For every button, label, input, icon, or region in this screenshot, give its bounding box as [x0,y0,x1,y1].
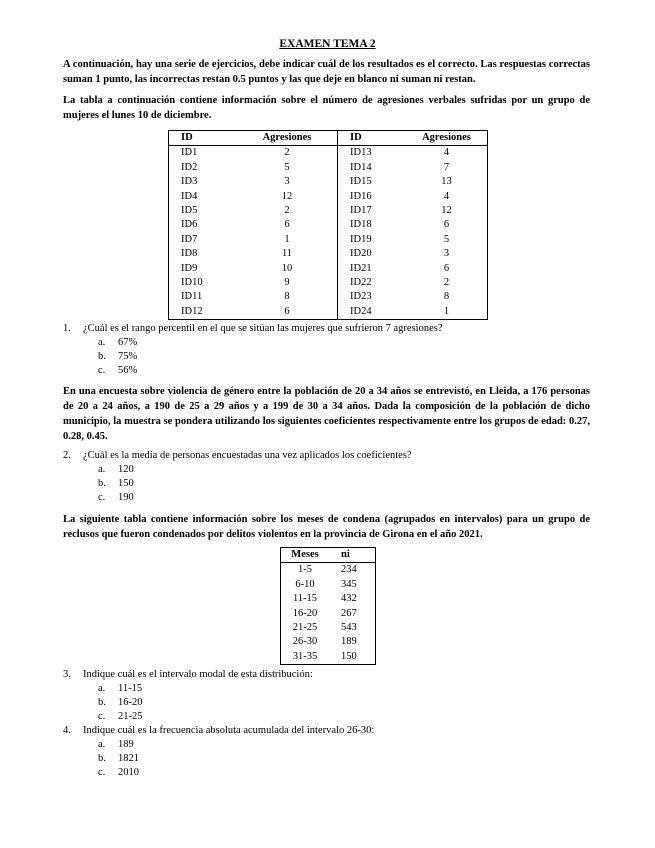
id-cell: ID3 [181,176,198,188]
question-number: 4. [63,725,71,736]
id-cell: ID12 [181,305,203,317]
table-row [281,635,376,649]
aggressions-cell: 2 [284,147,290,159]
answer-option [98,491,134,505]
exam-title: EXAMEN TEMA 2 [279,38,376,50]
option-value: 56% [118,365,138,376]
aggressions-table-body [169,146,488,320]
table-row [281,621,376,635]
option-letter: c. [98,767,106,778]
sentence-months-table-body [281,563,376,665]
id-cell: ID13 [338,146,407,161]
table-header-row [169,131,488,146]
table-row [281,607,376,621]
option-value: 16-20 [118,697,143,708]
ni-cell: 432 [341,593,357,605]
sentence-months-table [280,547,376,665]
table-row [169,276,488,290]
aggressions-cell: 1 [443,305,450,317]
question-4 [63,724,374,738]
header-id: ID [338,131,407,146]
intro-paragraph: A continuación, hay una serie de ejercicios, debe indicar cuál de los resultados es el correcto. Las respuestas correctas suman 1 punto, las incorrectas restan 0.5 puntos y las que deje en blanco ni suman ni restan. [63,59,590,85]
header-id: ID [169,131,238,146]
table-row [169,247,488,261]
aggressions-cell: 5 [284,161,290,173]
aggressions-cell: 3 [284,176,290,188]
table-header-row [281,548,376,563]
answer-option [98,696,143,710]
option-value: 120 [118,464,134,475]
aggressions-cell: 13 [441,176,452,188]
question-1-options [98,336,137,378]
table-row [281,650,376,665]
ni-cell: 189 [341,636,357,648]
id-cell: ID10 [181,277,203,289]
table-row [169,305,488,320]
ni-cell: 267 [341,607,357,619]
option-value: 67% [118,337,138,348]
section1-paragraph: La tabla a continuación contiene información sobre el número de agresiones verbales sufridas por un grupo de mujeres el lunes 10 de diciembre. [63,95,590,121]
table-row [169,290,488,304]
header-aggressions: Agresiones [406,131,488,146]
section3-paragraph: La siguiente tabla contiene información sobre los meses de condena (agrupados en intervalos) para un grupo de reclusos que fueron condenados por delitos violentos en la provincia de Girona en el año 2021. [63,514,590,540]
id-cell: ID17 [338,204,407,218]
answer-option [98,710,143,724]
id-cell: ID2 [181,161,198,173]
question-2 [63,449,412,463]
id-cell: ID21 [338,262,407,276]
id-cell: ID8 [181,248,198,260]
question-text: Indique cuál es el intervalo modal de esta distribución: [83,669,313,680]
aggressions-cell: 3 [443,248,450,260]
section2-paragraph: En una encuesta sobre violencia de género entre la población de 20 a 34 años se entrevistó, en Lleida, a 176 personas de 20 a 24 años, a 190 de 25 a 29 años y a 199 de 30 a 34 años. Dada la composición de la población de dicho municipio, la muestra se pondera utilizando los siguientes coeficientes respectivamente entre los grupos de edad: 0.27, 0.28, 0.45. [63,386,590,442]
option-value: 1821 [118,753,139,764]
aggressions-cell: 7 [443,161,450,173]
option-value: 21-25 [118,711,143,722]
aggressions-cell: 12 [281,190,293,202]
question-number: 2. [63,450,71,461]
option-letter: c. [98,711,106,722]
id-cell: ID11 [181,291,203,303]
months-cell: 21-25 [292,622,318,634]
aggressions-table [168,130,488,320]
aggressions-cell: 4 [443,147,450,159]
header-months: Meses [281,548,330,563]
table-row [169,175,488,189]
aggressions-cell: 6 [443,219,450,231]
option-value: 75% [118,351,138,362]
question-text: Indique cuál es la frecuencia absoluta acumulada del intervalo 26-30: [83,725,375,736]
ni-cell: 345 [341,578,357,590]
answer-option [98,463,134,477]
id-cell: ID1 [181,147,198,159]
aggressions-cell: 8 [284,291,290,303]
table-row [169,190,488,204]
months-cell: 11-15 [292,593,318,605]
table-row [281,592,376,606]
question-3-options [98,682,143,724]
id-cell: ID20 [338,247,407,261]
question-2-options [98,463,134,505]
question-4-options [98,738,139,780]
table-row [281,578,376,592]
option-letter: c. [98,365,106,376]
aggressions-cell: 6 [284,219,290,231]
question-1 [63,322,443,336]
question-text: ¿Cuál es el rango percentil en el que se sitúan las mujeres que sufrieron 7 agresiones? [83,323,443,334]
question-number: 3. [63,669,71,680]
option-value: 189 [118,739,134,750]
table-row [169,262,488,276]
aggressions-cell: 8 [443,291,450,303]
aggressions-cell: 9 [284,277,290,289]
id-cell: ID19 [338,233,407,247]
aggressions-cell: 2 [284,205,290,217]
answer-option [98,336,137,350]
id-cell: ID23 [338,290,407,304]
aggressions-cell: 10 [281,262,293,274]
id-cell: ID16 [338,190,407,204]
table-row [169,233,488,247]
table-row [169,218,488,232]
answer-option [98,738,139,752]
header-aggressions: Agresiones [237,131,338,146]
months-cell: 1-5 [298,564,312,576]
option-letter: c. [98,492,106,503]
months-cell: 16-20 [292,607,318,619]
ni-cell: 543 [341,622,357,634]
question-3 [63,668,313,682]
id-cell: ID5 [181,205,198,217]
ni-cell: 150 [341,650,357,662]
table-row [281,563,376,578]
table-row [169,161,488,175]
option-letter: b. [98,753,106,764]
option-letter: a. [98,739,106,750]
aggressions-cell: 11 [281,248,293,260]
answer-option [98,364,137,378]
option-letter: b. [98,478,106,489]
option-letter: a. [98,683,106,694]
aggressions-cell: 12 [441,205,452,217]
months-cell: 6-10 [295,578,315,590]
table-row [169,204,488,218]
option-value: 150 [118,478,134,489]
option-letter: b. [98,351,106,362]
months-cell: 26-30 [292,636,318,648]
id-cell: ID6 [181,219,198,231]
option-value: 11-15 [118,683,143,694]
id-cell: ID15 [338,175,407,189]
question-text: ¿Cuál es la media de personas encuestadas una vez aplicados los coeficientes? [83,450,412,461]
id-cell: ID4 [181,190,198,202]
id-cell: ID14 [338,161,407,175]
option-letter: a. [98,337,106,348]
header-ni: ni [329,548,376,563]
option-letter: a. [98,464,106,475]
aggressions-cell: 5 [443,233,450,245]
ni-cell: 234 [341,564,357,576]
answer-option [98,766,139,780]
aggressions-cell: 4 [443,190,450,202]
table-row [169,146,488,161]
option-value: 190 [118,492,134,503]
answer-option [98,752,139,766]
id-cell: ID24 [338,305,407,320]
months-cell: 31-35 [292,650,318,662]
question-number: 1. [63,323,71,334]
answer-option [98,477,134,491]
id-cell: ID9 [181,262,198,274]
id-cell: ID18 [338,218,407,232]
id-cell: ID7 [181,233,198,245]
id-cell: ID22 [338,276,407,290]
answer-option [98,350,137,364]
aggressions-cell: 1 [284,233,290,245]
aggressions-cell: 6 [284,305,290,317]
aggressions-cell: 6 [443,262,450,274]
option-value: 2010 [118,767,139,778]
option-letter: b. [98,697,106,708]
answer-option [98,682,143,696]
aggressions-cell: 2 [443,277,450,289]
